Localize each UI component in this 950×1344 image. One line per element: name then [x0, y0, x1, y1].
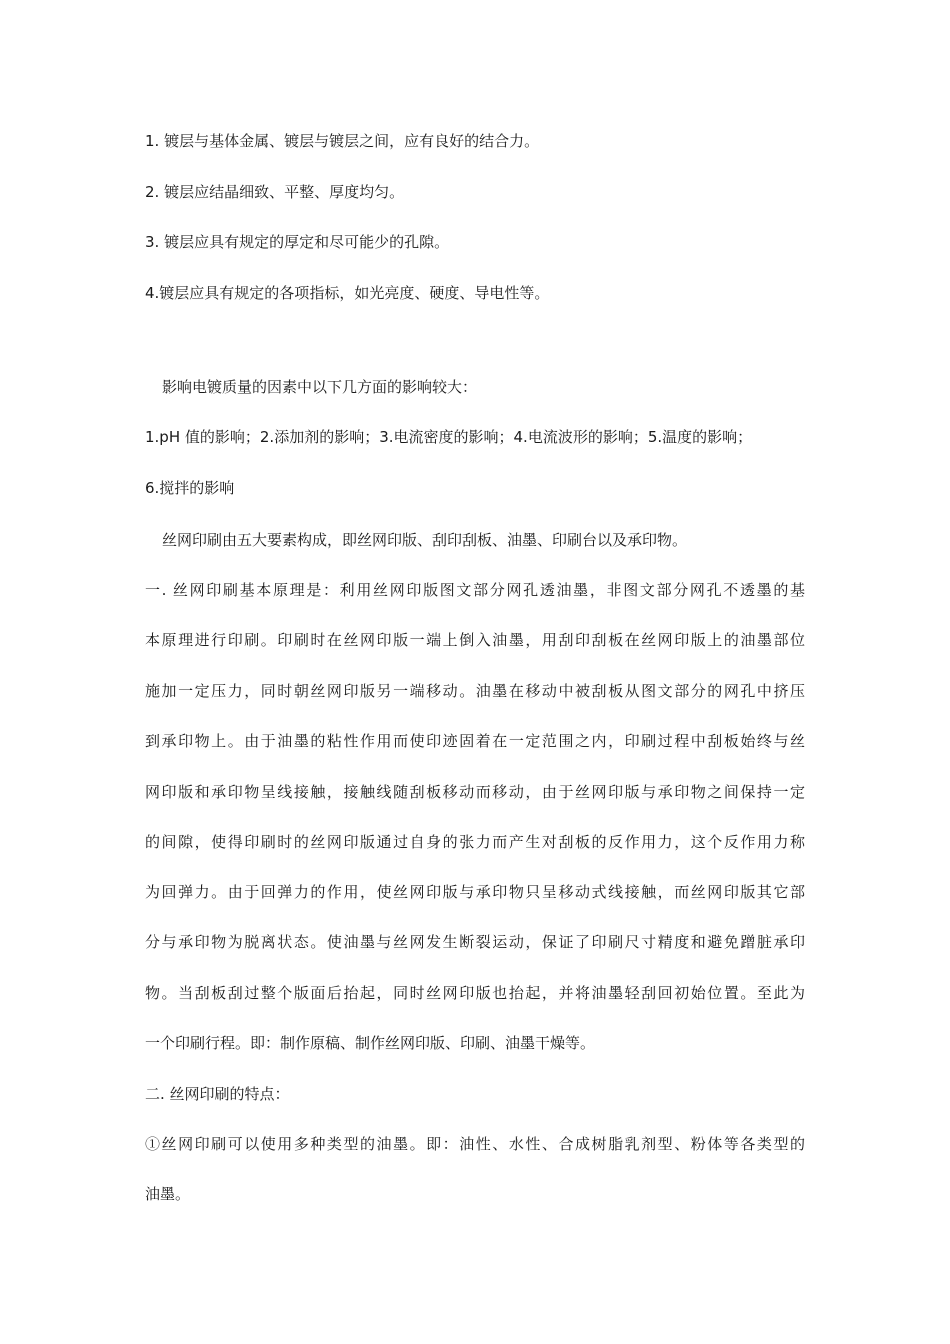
factors-list-line-1: 1.pH 值的影响；2.添加剂的影响；3.电流密度的影响；4.电流波形的影响；5.温度的影响；: [145, 428, 753, 446]
principle-line-7: 为回弹力。由于回弹力的作用，使丝网印版与承印物只呈移动式线接触，而丝网印版其它部: [145, 883, 805, 901]
feature-1-line-2: 油墨。: [145, 1185, 191, 1203]
principle-line-5: 网印版和承印物呈线接触，接触线随刮板移动而移动，由于丝网印版与承印物之间保持一定: [145, 783, 805, 801]
screen-printing-intro: 丝网印刷由五大要素构成，即丝网印版、刮印刮板、油墨、印刷台以及承印物。: [162, 531, 688, 549]
principle-line-10: 一个印刷行程。即：制作原稿、制作丝网印版、印刷、油墨干燥等。: [145, 1034, 596, 1052]
requirement-item-2: 2. 镀层应结晶细致、平整、厚度均匀。: [145, 183, 405, 201]
principle-line-2: 本原理进行印刷。印刷时在丝网印版一端上倒入油墨，用刮印刮板在丝网印版上的油墨部位: [145, 631, 805, 649]
factors-list-line-2: 6.搅拌的影响: [145, 479, 235, 497]
feature-1-line-1: ①丝网印刷可以使用多种类型的油墨。即：油性、水性、合成树脂乳剂型、粉体等各类型的: [145, 1135, 805, 1153]
requirement-item-3: 3. 镀层应具有规定的厚定和尽可能少的孔隙。: [145, 233, 450, 251]
requirement-item-1: 1. 镀层与基体金属、镀层与镀层之间，应有良好的结合力。: [145, 132, 540, 150]
principle-line-4: 到承印物上。由于油墨的粘性作用而使印迹固着在一定范围之内，印刷过程中刮板始终与丝: [145, 732, 805, 750]
principle-line-8: 分与承印物为脱离状态。使油墨与丝网发生断裂运动，保证了印刷尺寸精度和避免蹭脏承印: [145, 933, 805, 951]
requirement-item-4: 4.镀层应具有规定的各项指标，如光亮度、硬度、导电性等。: [145, 284, 550, 302]
factors-intro: 影响电镀质量的因素中以下几方面的影响较大：: [162, 378, 478, 396]
principle-line-3: 施加一定压力，同时朝丝网印版另一端移动。油墨在移动中被刮板从图文部分的网孔中挤压: [145, 682, 805, 700]
principle-line-1: 一. 丝网印刷基本原理是：利用丝网印版图文部分网孔透油墨，非图文部分网孔不透墨的基: [145, 581, 805, 599]
principle-line-9: 物。当刮板刮过整个版面后抬起，同时丝网印版也抬起，并将油墨轻刮回初始位置。至此为: [145, 984, 805, 1002]
principle-line-6: 的间隙，使得印刷时的丝网印版通过自身的张力而产生对刮板的反作用力，这个反作用力称: [145, 833, 805, 851]
features-title: 二. 丝网印刷的特点：: [145, 1085, 290, 1103]
